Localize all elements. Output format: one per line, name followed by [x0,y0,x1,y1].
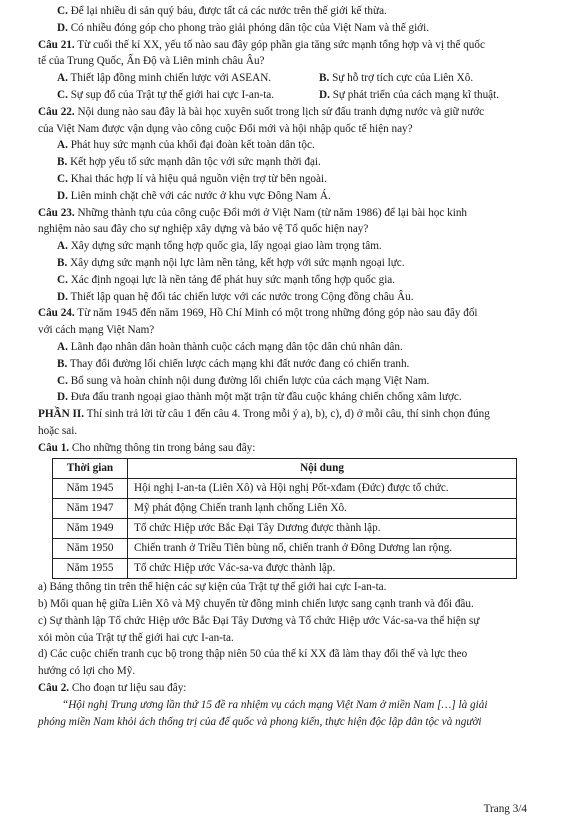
table-row: Năm 1950 Chiến tranh ở Triều Tiên bùng nổ, chiến tranh ở Đông Dương lan rộng. [53,538,517,558]
c1-statement-a: a) Bảng thông tin trên thể hiện các sự kiện của Trật tự thế giới hai cực I-an-ta. [38,581,387,594]
prev-option-d: D. Có nhiều đóng góp cho phong trào giải phóng dân tộc của Việt Nam và thế giới. [57,21,429,34]
question-24: Câu 24. Từ năm 1945 đến năm 1969, Hồ Chí Minh có một trong những đóng góp nào sau đây đối với cách mạng Việt Nam? [38,307,478,337]
part-2-heading: PHẦN II. Thí sinh trả lời từ câu 1 đến câu 4. Trong mỗi ý a), b), c), d) ở mỗi câu, thí sinh chọn đúng hoặc sai. [38,408,490,437]
q24-option-b: B. Thay đổi đường lối chiến lược cách mạng khi đất nước đang có chiến tranh. [57,357,410,370]
q21-options-cd: C. Sự sụp đổ của Trật tự thế giới hai cực I-an-ta. D. Sự phát triển của cách mạng kĩ thuật. [57,88,500,101]
page-number: Trang 3/4 [483,803,527,816]
table-header-time: Thời gian [53,458,128,478]
table-header-content: Nội dung [128,458,517,478]
q22-option-d: D. Liên minh chặt chẽ với các nước ở khu vực Đông Nam Á. [57,189,331,202]
events-table [52,458,517,580]
table-row: Năm 1955 Tổ chức Hiệp ước Vác-sa-va được thành lập. [53,559,517,579]
q22-option-c: C. Khai thác hợp lí và hiệu quả nguồn viện trợ từ bên ngoài. [57,172,327,185]
q23-option-b: B. Xây dựng sức mạnh nội lực làm nền tảng, kết hợp với sức mạnh ngoại lực. [57,256,405,269]
q22-option-b: B. Kết hợp yếu tố sức mạnh dân tộc với sức mạnh thời đại. [57,156,321,169]
q24-option-c: C. Bổ sung và hoàn chỉnh nội dung đường lối chiến lược của cách mạng Việt Nam. [57,374,430,387]
q23-option-d: D. Thiết lập quan hệ đối tác chiến lược với các nước trong Cộng đồng châu Âu. [57,290,414,303]
q23-option-c: C. Xác định ngoại lực là nền tảng để phát huy sức mạnh tổng hợp quốc gia. [57,273,396,286]
question-21: Câu 21. Từ cuối thế kỉ XX, yếu tố nào sau đây góp phần gia tăng sức mạnh tổng hợp và vị thế quốc tế của Trung Quốc, Ấn Độ và Liên minh châu Âu? [38,38,485,68]
part2-question-1: Câu 1. Cho những thông tin trong bảng sau đây: [38,441,256,454]
q24-option-a: A. Lãnh đạo nhân dân hoàn thành cuộc cách mạng dân tộc dân chủ nhân dân. [57,340,403,353]
table-row: Năm 1945 Hội nghị I-an-ta (Liên Xô) và Hội nghị Pốt-xđam (Đức) được tổ chức. [53,478,517,498]
q22-option-a: A. Phát huy sức mạnh của khối đại đoàn kết toàn dân tộc. [57,139,315,152]
c2-quote: “Hội nghị Trung ương lần thứ 15 đề ra nhiệm vụ cách mạng Việt Nam ở miền Nam […] là giải phóng miền Nam khỏi ách thống trị của đế quốc và phong kiến, thực hiện độc lập dân tộc và người [38,698,488,728]
question-22: Câu 22. Nội dung nào sau đây là bài học xuyên suốt trong lịch sử đấu tranh dựng nước và giữ nước của Việt Nam được vận dụng vào công cuộc Đổi mới và hội nhập quốc tế hiện nay? [38,105,485,135]
table-row: Năm 1947 Mỹ phát động Chiến tranh lạnh chống Liên Xô. [53,498,517,518]
c1-statement-d: d) Các cuộc chiến tranh cục bộ trong thập niên 50 của thế kỉ XX đã làm thay đổi thế và lực theo hướng có lợi cho Mỹ. [38,648,468,678]
prev-option-c: C. Để lại nhiều di sản quý báu, được tất cả các nước trên thế giới kế thừa. [57,5,387,17]
q23-option-a: A. Xây dựng sức mạnh tổng hợp quốc gia, lấy ngoại giao làm trọng tâm. [57,240,382,253]
c1-statement-b: b) Mối quan hệ giữa Liên Xô và Mỹ chuyển từ đồng minh chiến lược sang cạnh tranh và đối đầu. [38,597,474,610]
table-header-row [53,458,517,478]
c1-statement-c: c) Sự thành lập Tổ chức Hiệp ước Bắc Đại Tây Dương và Tổ chức Hiệp ước Vác-sa-va thể hiện sự xói mòn của Trật tự thế giới hai cực I-an-ta. [38,614,480,644]
question-23: Câu 23. Những thành tựu của công cuộc Đổi mới ở Việt Nam (từ năm 1986) để lại bài học kinh nghiệm nào sau đây cho sự nghiệp xây dựng và bảo vệ Tổ quốc hiện nay? [38,206,468,236]
table-row: Năm 1949 Tổ chức Hiệp ước Bắc Đại Tây Dương được thành lập. [53,518,517,538]
q24-option-d: D. Đưa đấu tranh ngoại giao thành một mặt trận từ đầu cuộc kháng chiến chống xâm lược. [57,391,462,404]
part2-question-2: Câu 2. Cho đoạn tư liệu sau đây: [38,681,187,694]
q21-options-ab: A. Thiết lập đồng minh chiến lược với ASEAN. B. Sự hỗ trợ tích cực của Liên Xô. [57,72,474,85]
